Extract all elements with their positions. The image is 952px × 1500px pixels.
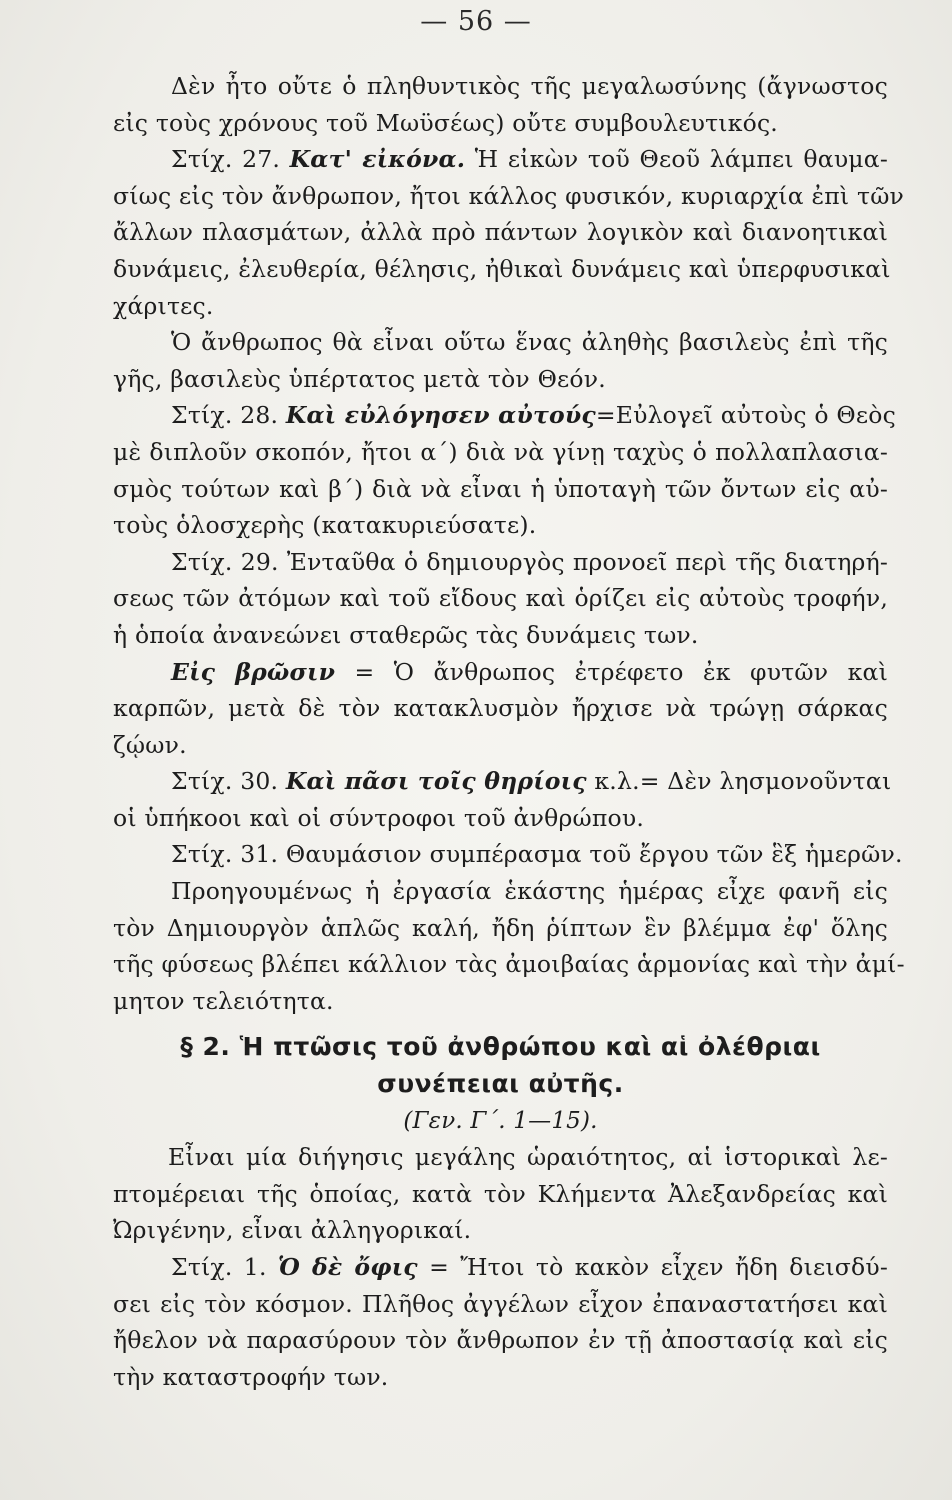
text-line: τῆς φύσεως βλέπει κάλλιον τὰς ἀμοιβαίας ἁρμονίας καὶ τὴν ἀμί- (113, 950, 905, 979)
text-line: Δὲν ἦτο οὔτε ὁ πληθυντικὸς τῆς μεγαλωσύνης (ἄγνωστος (171, 72, 888, 100)
page-number: — 56 — (420, 6, 532, 37)
text-line: Εἶναι μία διήγησις μεγάλης ὡραιότητος, αἱ ἱστορικαὶ λε- (168, 1143, 888, 1172)
verse-ref: Στίχ. 27. (171, 145, 290, 174)
text-line: εἰς τοὺς χρόνους τοῦ Μωϋσέως) οὔτε συμβουλευτικός. (113, 108, 778, 137)
text-line: ἤθελον νὰ παρασύρουν τὸν ἄνθρωπον ἐν τῇ ἀποστασίᾳ καὶ εἰς (113, 1326, 888, 1355)
text-line: δυνάμεις, ἐλευθερία, θέλησις, ἠθικαὶ δυνάμεις καὶ ὑπερφυσικαὶ (113, 254, 891, 283)
text-line: Ὁ ἄνθρωπος θὰ εἶναι οὕτω ἕνας ἀληθὴς βασιλεὺς ἐπὶ τῆς (171, 328, 888, 357)
text-line: Στίχ. 29. Ἐνταῦθα ὁ δημιουργὸς προνοεῖ περὶ τῆς διατηρή- (171, 547, 888, 576)
text-line: ἡ ὁποία ἀνανεώνει σταθερῶς τὰς δυνάμεις των. (113, 620, 699, 649)
verse-ref: Στίχ. 28. (171, 401, 286, 430)
text-line: σεως τῶν ἀτόμων καὶ τοῦ εἴδους καὶ ὁρίζει εἰς αὐτοὺς τροφήν, (113, 584, 888, 613)
text-line: οἱ ὑπήκοοι καὶ οἱ σύντροφοι τοῦ ἀνθρώπου. (113, 803, 644, 832)
section-heading: § 2. Ἡ πτῶσις τοῦ ἀνθρώπου καὶ αἱ ὀλέθριαι (180, 1032, 821, 1062)
text-line: σίως εἰς τὸν ἄνθρωπον, ἤτοι κάλλος φυσικόν, κυριαρχία ἐπὶ τῶν (113, 181, 905, 210)
text-line: Ὠριγένην, εἶναι ἀλληγορικαί. (113, 1216, 472, 1245)
text-line: Στίχ. 31. Θαυμάσιον συμπέρασμα τοῦ ἔργου τῶν ἓξ ἡμερῶν. (171, 840, 903, 869)
verse-commentary: = Ἤτοι τὸ κακὸν εἶχεν ἤδη διεισδύ- (417, 1253, 888, 1281)
text-line: Προηγουμένως ἡ ἐργασία ἑκάστης ἡμέρας εἶχε φανῆ εἰς (171, 877, 888, 906)
section-heading-continued: συνέπειαι αὐτῆς. (377, 1069, 624, 1099)
text-line: τὴν καταστροφήν των. (113, 1362, 389, 1391)
text-line: σει εἰς τὸν κόσμον. Πλῆθος ἀγγέλων εἶχον ἐπαναστατήσει καὶ (113, 1289, 888, 1318)
text-line: ἄλλων πλασμάτων, ἀλλὰ πρὸ πάντων λογικὸν καὶ διανοητικαὶ (113, 218, 888, 247)
text-line: ζῴων. (113, 730, 187, 759)
verse-quote: Καὶ εὐλόγησεν αὐτούς (285, 401, 596, 430)
scripture-reference: (Γεν. Γ΄. 1—15). (403, 1107, 598, 1134)
text-line: τὸν Δημιουργὸν ἁπλῶς καλή, ἤδη ῥίπτων ἓν βλέμμα ἐφ' ὅλης (113, 913, 888, 942)
text-line (113, 397, 896, 434)
text-line: μητον τελειότητα. (113, 986, 334, 1015)
text-line: καρπῶν, μετὰ δὲ τὸν κατακλυσμὸν ἤρχισε νὰ τρώγῃ σάρκας (113, 694, 888, 723)
verse-ref: Στίχ. 30. (171, 767, 286, 796)
verse-quote: Καὶ πᾶσι τοῖς θηρίοις (285, 767, 587, 796)
verse-commentary: = Ὁ ἄνθρωπος ἐτρέφετο ἐκ φυτῶν καὶ (335, 657, 888, 686)
verse-quote: Εἰς βρῶσιν (171, 657, 336, 686)
section-gap (113, 1019, 888, 1029)
verse-ref: Στίχ. 1. (171, 1253, 278, 1281)
text-line: μὲ διπλοῦν σκοπόν, ἤτοι α΄) διὰ νὰ γίνῃ ταχὺς ὁ πολλαπλασια- (113, 437, 888, 466)
text-line: σμὸς τούτων καὶ β΄) διὰ νὰ εἶναι ἡ ὑποταγὴ τῶν ὄντων εἰς αὐ- (113, 474, 888, 503)
body-text (113, 68, 905, 1395)
text-line: χάριτες. (113, 291, 214, 320)
text-line (113, 1249, 888, 1286)
text-line: τοὺς ὁλοσχερὴς (κατακυριεύσατε). (113, 511, 537, 540)
verse-commentary: κ.λ.= Δὲν λησμονοῦνται (586, 767, 892, 796)
text-line (113, 763, 892, 800)
text-line (113, 141, 888, 178)
text-line: πτομέρειαι τῆς ὁποίας, κατὰ τὸν Κλήμεντα Ἀλεξανδρείας καὶ (113, 1179, 888, 1208)
verse-quote: Κατ' εἰκόνα. (289, 145, 466, 174)
verse-commentary: Ἡ εἰκὼν τοῦ Θεοῦ λάμπει θαυμα- (465, 145, 888, 174)
text-line (113, 654, 888, 691)
text-line: γῆς, βασιλεὺς ὑπέρτατος μετὰ τὸν Θεόν. (113, 364, 606, 393)
verse-commentary: =Εὐλογεῖ αὐτοὺς ὁ Θεὸς (595, 401, 896, 430)
verse-quote: Ὁ δὲ ὄφις (277, 1253, 418, 1281)
